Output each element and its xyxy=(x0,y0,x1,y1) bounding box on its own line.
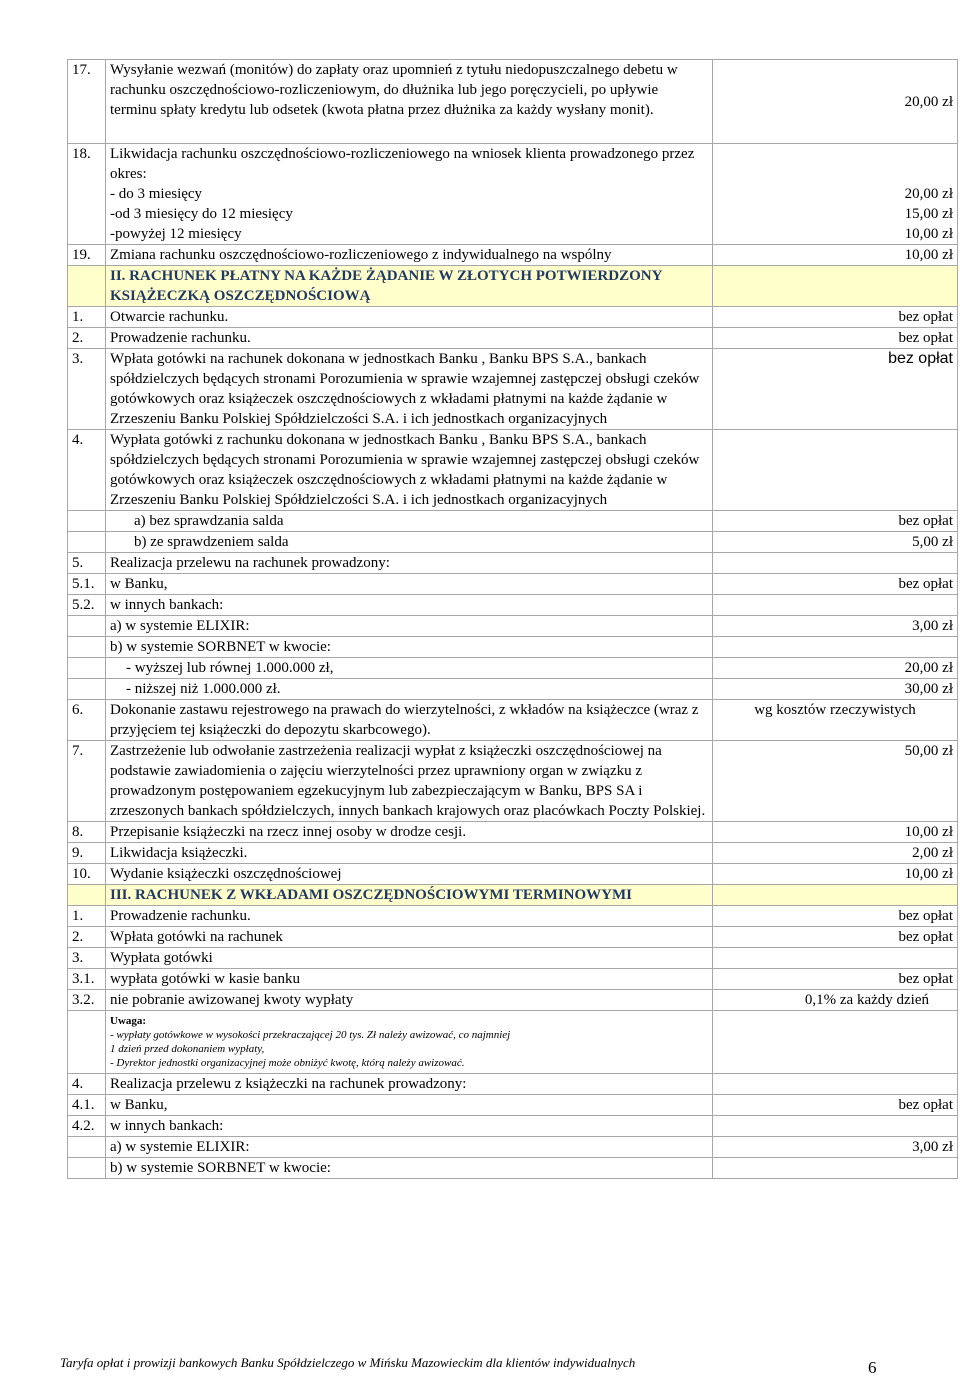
table-row xyxy=(68,595,958,616)
row-number: 10. xyxy=(68,864,106,885)
section-title: III. RACHUNEK Z WKŁADAMI OSZCZĘDNOŚCIOWYMI TERMINOWYMI xyxy=(106,885,713,906)
row-number: 9. xyxy=(68,843,106,864)
row-number: 4.1. xyxy=(68,1095,106,1116)
row-amount: bez opłat xyxy=(713,906,958,927)
note-title: Uwaga: xyxy=(110,1015,147,1027)
page-number: 6 xyxy=(868,1358,877,1377)
row-description: w Banku, xyxy=(106,1095,713,1116)
row-description: a) bez sprawdzania salda xyxy=(134,513,284,529)
row-text: Likwidacja rachunku oszczędnościowo-rozliczeniowego na wniosek klienta prowadzonego przez okres: xyxy=(110,146,695,182)
row-amount: bez opłat xyxy=(713,511,958,532)
table-row xyxy=(68,1095,958,1116)
row-description: Wypłata gotówki z rachunku dokonana w jednostkach Banku , Banku BPS S.A., bankach spółdzielczych będących stronami Porozumienia w sprawie wzajemnej zastępczej obsługi czeków gotówkowych oraz książeczek oszczędnościowych z wkładami płatnymi na każde żądanie w Zrzeszeniu Banku Polskiej Spółdzielczości S.A. i ich jednostkach organizacyjnych xyxy=(106,430,713,511)
row-description: Likwidacja książeczki. xyxy=(106,843,713,864)
row-amount: wg kosztów rzeczywistych xyxy=(713,700,958,741)
row-description: Realizacja przelewu z książeczki na rachunek prowadzony: xyxy=(106,1074,713,1095)
row-amount: 2,00 zł xyxy=(713,843,958,864)
row-number: 19. xyxy=(68,245,106,266)
row-amount: 5,00 zł xyxy=(713,532,958,553)
row-description: wypłata gotówki w kasie banku xyxy=(106,969,713,990)
row-amount: 30,00 zł xyxy=(713,679,958,700)
row-number: 4. xyxy=(68,1074,106,1095)
row-description: - niższej niż 1.000.000 zł. xyxy=(126,681,281,697)
row-number: 6. xyxy=(68,700,106,741)
row-description xyxy=(106,144,713,245)
table-row xyxy=(68,637,958,658)
note-row xyxy=(68,1011,958,1074)
table-row xyxy=(68,1137,958,1158)
row-description: Wydanie książeczki oszczędnościowej xyxy=(106,864,713,885)
table-row xyxy=(68,532,958,553)
row-number: 4. xyxy=(68,430,106,511)
row-description: Zastrzeżenie lub odwołanie zastrzeżenia realizacji wypłat z książeczki oszczędnościowej na podstawie zawiadomienia o zajęciu wierzytelności przez uprawniony organ w związku z prowadzonym postępowaniem egzekucyjnym lub zabezpieczającym w Banku, BPS SA i zrzeszonych bankach spółdzielczych, innych bankach krajowych oraz placówkach Poczty Polskiej. xyxy=(106,741,713,822)
page-footer: Taryfa opłat i prowizji bankowych Banku Spółdzielczego w Mińsku Mazowieckim dla klientów indywidualnych xyxy=(60,1355,636,1370)
row-number: 1. xyxy=(68,307,106,328)
row-amount: 50,00 zł xyxy=(713,741,958,822)
table-row xyxy=(68,60,958,144)
row-description: Wypłata gotówki xyxy=(106,948,713,969)
row-amount xyxy=(713,144,958,245)
table-row xyxy=(68,679,958,700)
table-row xyxy=(68,144,958,245)
option-text: -od 3 miesięcy do 12 miesięcy xyxy=(110,206,293,222)
section-header xyxy=(68,266,958,307)
row-amount: 3,00 zł xyxy=(713,616,958,637)
row-description: b) ze sprawdzeniem salda xyxy=(134,534,289,550)
row-amount: 10,00 zł xyxy=(713,245,958,266)
row-amount: bez opłat xyxy=(713,349,958,430)
row-number: 8. xyxy=(68,822,106,843)
row-number: 3.1. xyxy=(68,969,106,990)
row-description: Wpłata gotówki na rachunek xyxy=(106,927,713,948)
row-description: Przepisanie książeczki na rzecz innej osoby w drodze cesji. xyxy=(106,822,713,843)
row-amount: 20,00 zł xyxy=(713,60,958,144)
table-row xyxy=(68,700,958,741)
table-row xyxy=(68,307,958,328)
row-amount: 10,00 zł xyxy=(713,864,958,885)
fee-table xyxy=(67,59,958,1179)
row-number: 3.2. xyxy=(68,990,106,1011)
section-title: II. RACHUNEK PŁATNY NA KAŻDE ŻĄDANIE W ZŁOTYCH POTWIERDZONY KSIĄŻECZKĄ OSZCZĘDNOŚCIOWĄ xyxy=(106,266,713,307)
row-number: 18. xyxy=(68,144,106,245)
row-number: 5. xyxy=(68,553,106,574)
row-number: 2. xyxy=(68,927,106,948)
table-row xyxy=(68,616,958,637)
section-header xyxy=(68,885,958,906)
row-description: Prowadzenie rachunku. xyxy=(106,906,713,927)
row-number: 2. xyxy=(68,328,106,349)
amount-line: 10,00 zł xyxy=(904,226,953,242)
table-row xyxy=(68,741,958,822)
row-description: w Banku, xyxy=(106,574,713,595)
row-description: Dokonanie zastawu rejestrowego na prawach do wierzytelności, z wkładów na książeczce (wraz z przyjęciem tej książeczki do depozytu skarbcowego). xyxy=(106,700,713,741)
table-row xyxy=(68,574,958,595)
option-text: -powyżej 12 miesięcy xyxy=(110,226,242,242)
row-description: - wyższej lub równej 1.000.000 zł, xyxy=(126,660,334,676)
row-amount: bez opłat xyxy=(713,574,958,595)
row-description: a) w systemie ELIXIR: xyxy=(106,616,713,637)
row-amount: bez opłat xyxy=(713,1095,958,1116)
table-row xyxy=(68,245,958,266)
table-row xyxy=(68,843,958,864)
table-row xyxy=(68,1074,958,1095)
row-description: b) w systemie SORBNET w kwocie: xyxy=(106,637,713,658)
option-text: - do 3 miesięcy xyxy=(110,186,203,202)
row-description: Zmiana rachunku oszczędnościowo-rozliczeniowego z indywidualnego na wspólny xyxy=(106,245,713,266)
row-amount: bez opłat xyxy=(713,328,958,349)
table-row xyxy=(68,1116,958,1137)
table-row xyxy=(68,553,958,574)
amount-line: 20,00 zł xyxy=(904,186,953,202)
row-description: Realizacja przelewu na rachunek prowadzony: xyxy=(106,553,713,574)
row-amount: bez opłat xyxy=(713,927,958,948)
row-description: Otwarcie rachunku. xyxy=(106,307,713,328)
row-description: Prowadzenie rachunku. xyxy=(106,328,713,349)
row-description: w innych bankach: xyxy=(106,1116,713,1137)
row-description: w innych bankach: xyxy=(106,595,713,616)
table-row xyxy=(68,864,958,885)
note-line: - wypłaty gotówkowe w wysokości przekraczającej 20 tys. Zł należy awizować, co najmniej xyxy=(110,1029,511,1041)
table-row xyxy=(68,948,958,969)
table-row xyxy=(68,906,958,927)
table-row xyxy=(68,328,958,349)
row-amount: 0,1% za każdy dzień xyxy=(713,990,958,1011)
row-number: 3. xyxy=(68,349,106,430)
row-description: nie pobranie awizowanej kwoty wypłaty xyxy=(106,990,713,1011)
table-row xyxy=(68,658,958,679)
note-line: - Dyrektor jednostki organizacyjnej może obniżyć kwotę, którą należy awizować. xyxy=(110,1057,465,1069)
table-row xyxy=(68,430,958,511)
table-row xyxy=(68,349,958,430)
row-amount: bez opłat xyxy=(713,969,958,990)
row-amount: bez opłat xyxy=(713,307,958,328)
row-description: a) w systemie ELIXIR: xyxy=(106,1137,713,1158)
table-row xyxy=(68,969,958,990)
table-row xyxy=(68,990,958,1011)
row-number: 3. xyxy=(68,948,106,969)
table-row xyxy=(68,927,958,948)
row-number: 17. xyxy=(68,60,106,144)
row-description: Wpłata gotówki na rachunek dokonana w jednostkach Banku , Banku BPS S.A., bankach spółdzielczych będących stronami Porozumienia w sprawie wzajemnej zastępczej obsługi czeków gotówkowych oraz książeczek oszczędnościowych z wkładami płatnymi na każde żądanie w Zrzeszeniu Banku Polskiej Spółdzielczości S.A. i ich jednostkach organizacyjnych xyxy=(106,349,713,430)
note-line: 1 dzień przed dokonaniem wypłaty, xyxy=(110,1043,265,1055)
row-number: 5.1. xyxy=(68,574,106,595)
table-row xyxy=(68,511,958,532)
amount-line: 15,00 zł xyxy=(904,206,953,222)
row-amount: 20,00 zł xyxy=(713,658,958,679)
row-number: 7. xyxy=(68,741,106,822)
row-description: Wysyłanie wezwań (monitów) do zapłaty oraz upomnień z tytułu niedopuszczalnego debetu w rachunku oszczędnościowo-rozliczeniowym, do dłużnika lub jego poręczycieli, po upływie terminu spłaty kredytu lub odsetek (kwota płatna przez dłużnika za każdy wysłany monit). xyxy=(106,60,713,144)
row-number: 4.2. xyxy=(68,1116,106,1137)
row-description: b) w systemie SORBNET w kwocie: xyxy=(106,1158,713,1179)
row-number: 5.2. xyxy=(68,595,106,616)
note xyxy=(106,1011,713,1074)
row-number: 1. xyxy=(68,906,106,927)
table-row xyxy=(68,1158,958,1179)
row-amount: 3,00 zł xyxy=(713,1137,958,1158)
table-row xyxy=(68,822,958,843)
row-amount: 10,00 zł xyxy=(713,822,958,843)
